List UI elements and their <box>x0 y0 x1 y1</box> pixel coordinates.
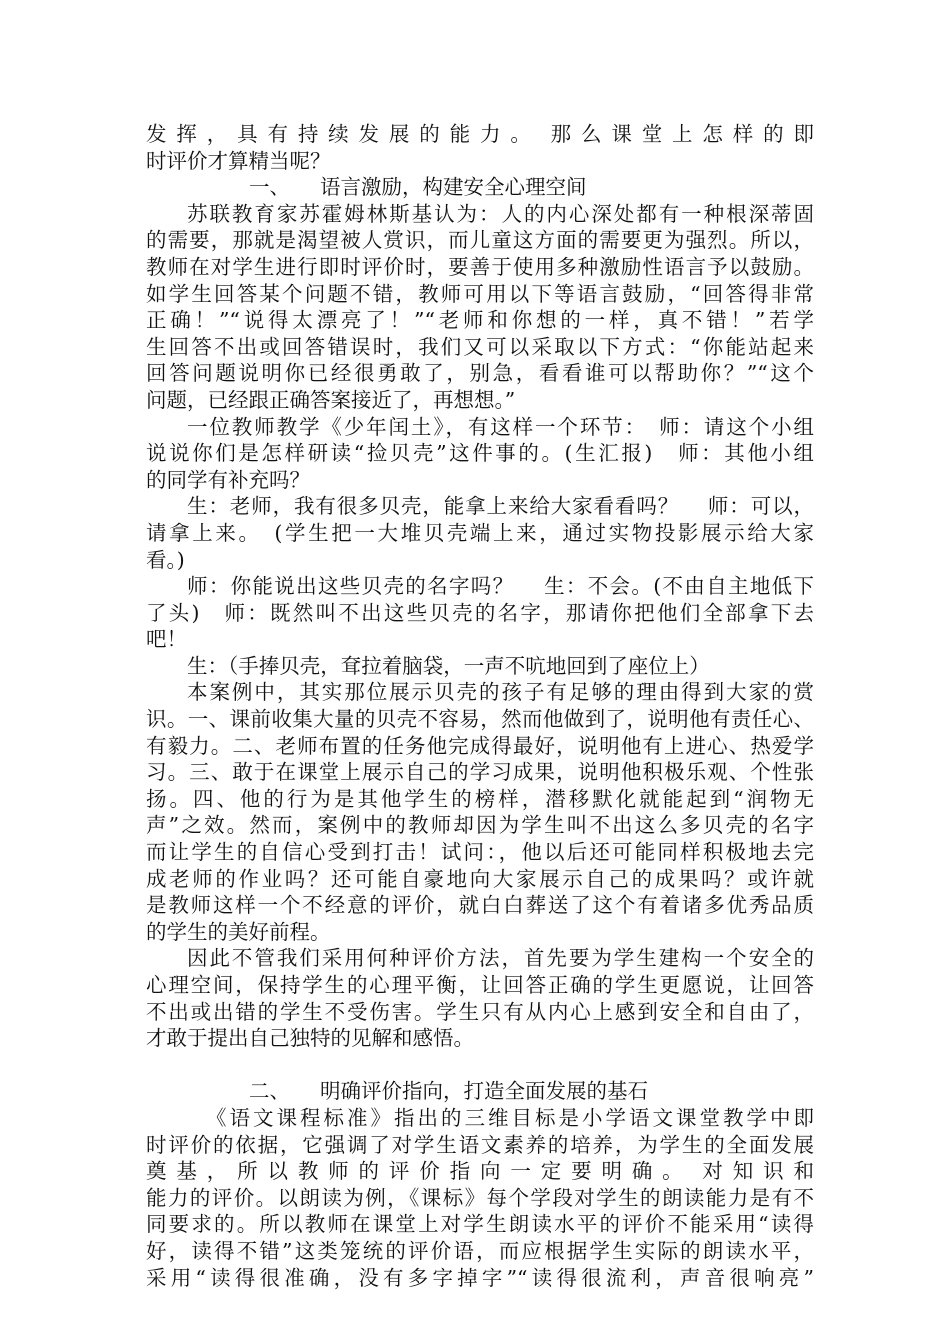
text-line: 本案例中，其实那位展示贝壳的孩子有足够的理由得到大家的赏 <box>187 680 814 705</box>
text-line: 教师在对学生进行即时评价时，要善于使用多种激励性语言予以鼓励。 <box>146 254 814 279</box>
text-line: 不出或出错的学生不受伤害。学生只有从内心上感到安全和自由了， <box>146 999 814 1024</box>
text-line: 能力的评价。以朗读为例，《课标》每个学段对学生的朗读能力是有不 <box>146 1185 814 1210</box>
text-line: 说说你们是怎样研读“捡贝壳”这件事的。(生汇报) 师：其他小组 <box>146 441 814 466</box>
text-line: 回答问题说明你已经很勇敢了，别急，看看谁可以帮助你？”“这个 <box>146 361 814 386</box>
document-page <box>146 121 814 1291</box>
text-line: 是教师这样一个不经意的评价，就白白葬送了这个有着诸多优秀品质 <box>146 893 814 918</box>
text-line: 成老师的作业吗？还可能自豪地向大家展示自己的成果吗？或许就 <box>146 866 814 891</box>
text-line: 识。一、课前收集大量的贝壳不容易，然而他做到了，说明他有责任心、 <box>146 707 814 732</box>
heading-text: 明确评价指向，打造全面发展的基石 <box>320 1079 648 1104</box>
section-heading-2 <box>146 1078 814 1105</box>
text-line: 吧！ <box>146 627 187 652</box>
paragraph <box>146 201 814 414</box>
text-line: 《语文课程标准》指出的三维目标是小学语文课堂教学中即 <box>206 1105 814 1130</box>
paragraph <box>146 1105 814 1291</box>
text-fragment: 对知识和 <box>692 1159 815 1184</box>
text-line: 扬。四、他的行为是其他学生的榜样，潜移默化就能起到“润物无 <box>146 786 814 811</box>
text-line: 了头) 师：既然叫不出这些贝壳的名字，那请你把他们全部拿下去 <box>146 600 814 625</box>
text-line: 正确！”“说得太漂亮了！”“老师和你想的一样，真不错！”若学 <box>146 308 814 333</box>
text-line: 采用“读得很准确，没有多字掉字”“读得很流利，声音很响亮” <box>146 1265 814 1290</box>
heading-number: 一、 <box>249 175 290 200</box>
text-line: 苏联教育家苏霍姆林斯基认为：人的内心深处都有一种根深蒂固 <box>187 201 814 226</box>
text-line: 问题，已经跟正确答案接近了，再想想。” <box>146 387 516 412</box>
text-fragment: 奠基，所以教师的评价指向一定要明确。 <box>146 1159 693 1184</box>
text-line: 看。) <box>146 547 185 572</box>
text-line: 有毅力。二、老师布置的任务他完成得最好，说明他有上进心、热爱学 <box>146 733 814 758</box>
paragraph <box>146 573 814 653</box>
text-fragment: 发挥，具有持续发展的能力。 <box>146 122 541 146</box>
text-line: 生回答不出或回答错误时，我们又可以采取以下方式：“你能站起来 <box>146 334 814 359</box>
text-line: 一位教师教学《少年闰土》，有这样一个环节： 师：请这个小组 <box>187 414 814 439</box>
paragraph <box>146 493 814 573</box>
text-line: 而让学生的自信心受到打击！试问：，他以后还可能同样积极地去完 <box>146 840 814 865</box>
text-line: 请拿上来。 (学生把一大堆贝壳端上来，通过实物投影展示给大家 <box>146 520 814 545</box>
text-line: 因此不管我们采用何种评价方法，首先要为学生建构一个安全的 <box>187 946 814 971</box>
text-line: 的需要，那就是渴望被人赏识，而儿童这方面的需要更为强烈。所以， <box>146 228 814 253</box>
text-line: 的学生的美好前程。 <box>146 919 331 944</box>
text-line: 如学生回答某个问题不错，教师可用以下等语言鼓励，“回答得非常 <box>146 281 814 306</box>
heading-number: 二、 <box>249 1079 290 1104</box>
text-line: 师：你能说出这些贝壳的名字吗？ 生：不会。(不由自主地低下 <box>187 574 814 599</box>
blank-line <box>146 1052 814 1079</box>
text-line <box>146 121 814 148</box>
text-line: 同要求的。所以教师在课堂上对学生朗读水平的评价不能采用“读得 <box>146 1212 814 1237</box>
text-line <box>146 1158 814 1185</box>
text-line: 生：（手捧贝壳，耷拉着脑袋，一声不吭地回到了座位上） <box>187 653 710 678</box>
text-line: 好，读得不错”这类笼统的评价语，而应根据学生实际的朗读水平， <box>146 1238 814 1263</box>
heading-text: 语言激励，构建安全心理空间 <box>320 175 587 200</box>
text-line: 时评价才算精当呢？ <box>146 148 331 173</box>
text-line: 声”之效。然而，案例中的教师却因为学生叫不出这么多贝壳的名字 <box>146 813 814 838</box>
text-line: 的同学有补充吗？ <box>146 467 310 492</box>
paragraph <box>146 653 814 680</box>
text-line: 习。三、敢于在课堂上展示自己的学习成果，说明他积极乐观、个性张 <box>146 760 814 785</box>
text-line: 生：老师，我有很多贝壳，能拿上来给大家看看吗？ 师：可以， <box>187 494 814 519</box>
paragraph <box>146 679 814 945</box>
paragraph <box>146 414 814 494</box>
text-line: 心理空间，保持学生的心理平衡，让回答正确的学生更愿说，让回答 <box>146 973 814 997</box>
text-fragment: 那么课堂上怎样的即 <box>540 122 815 146</box>
paragraph <box>146 945 814 1051</box>
text-line: 时评价的依据，它强调了对学生语文素养的培养，为学生的全面发展 <box>146 1132 814 1157</box>
text-line: 才敢于提出自己独特的见解和感悟。 <box>146 1026 474 1051</box>
section-heading-1 <box>146 174 814 201</box>
